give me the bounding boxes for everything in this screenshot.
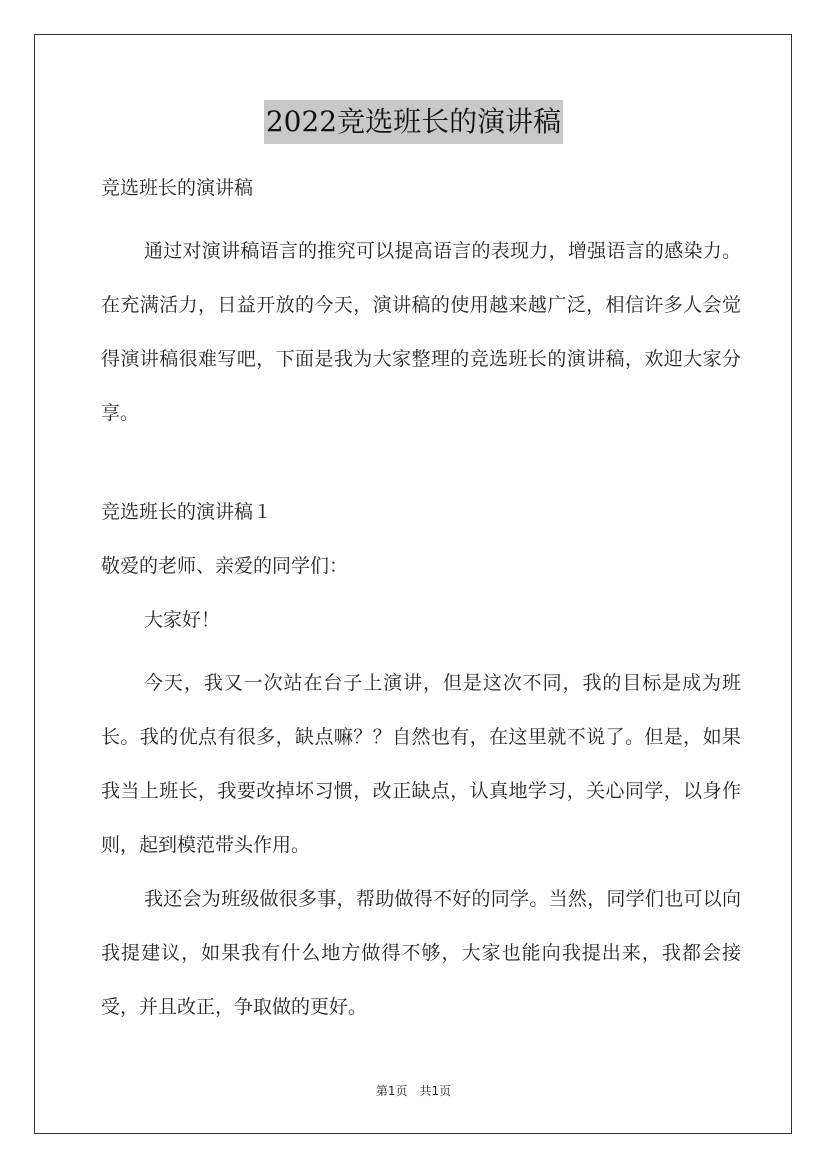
title-container xyxy=(0,100,827,144)
speech-paragraph-1: 今天，我又一次站在台子上演讲，但是这次不同，我的目标是成为班长。我的优点有很多，缺点嘛？？自然也有，在这里就不说了。但是，如果我当上班长，我要改掉坏习惯，改正缺点，认真地学习，关心同学，以身作则，起到模范带头作用。 xyxy=(101,672,741,856)
salutation: 敬爱的老师、亲爱的同学们： xyxy=(101,555,349,577)
subtitle: 竞选班长的演讲稿 xyxy=(101,177,254,199)
greeting: 大家好！ xyxy=(144,609,221,631)
page-number-footer: 第1页 共1页 xyxy=(375,1084,452,1098)
document-body xyxy=(101,170,741,1034)
section-heading: 竞选班长的演讲稿１ xyxy=(101,501,273,523)
speech-paragraph-2: 我还会为班级做很多事，帮助做得不好的同学。当然，同学们也可以向我提建议，如果我有什么地方做得不够，大家也能向我提出来，我都会接受，并且改正，争取做的更好。 xyxy=(101,888,741,1018)
intro-paragraph: 通过对演讲稿语言的推究可以提高语言的表现力，增强语言的感染力。在充满活力，日益开放的今天，演讲稿的使用越来越广泛，相信许多人会觉得演讲稿很难写吧，下面是我为大家整理的竞选班长的演讲稿，欢迎大家分享。 xyxy=(101,240,741,424)
document-title: 2022竞选班长的演讲稿 xyxy=(264,100,563,144)
